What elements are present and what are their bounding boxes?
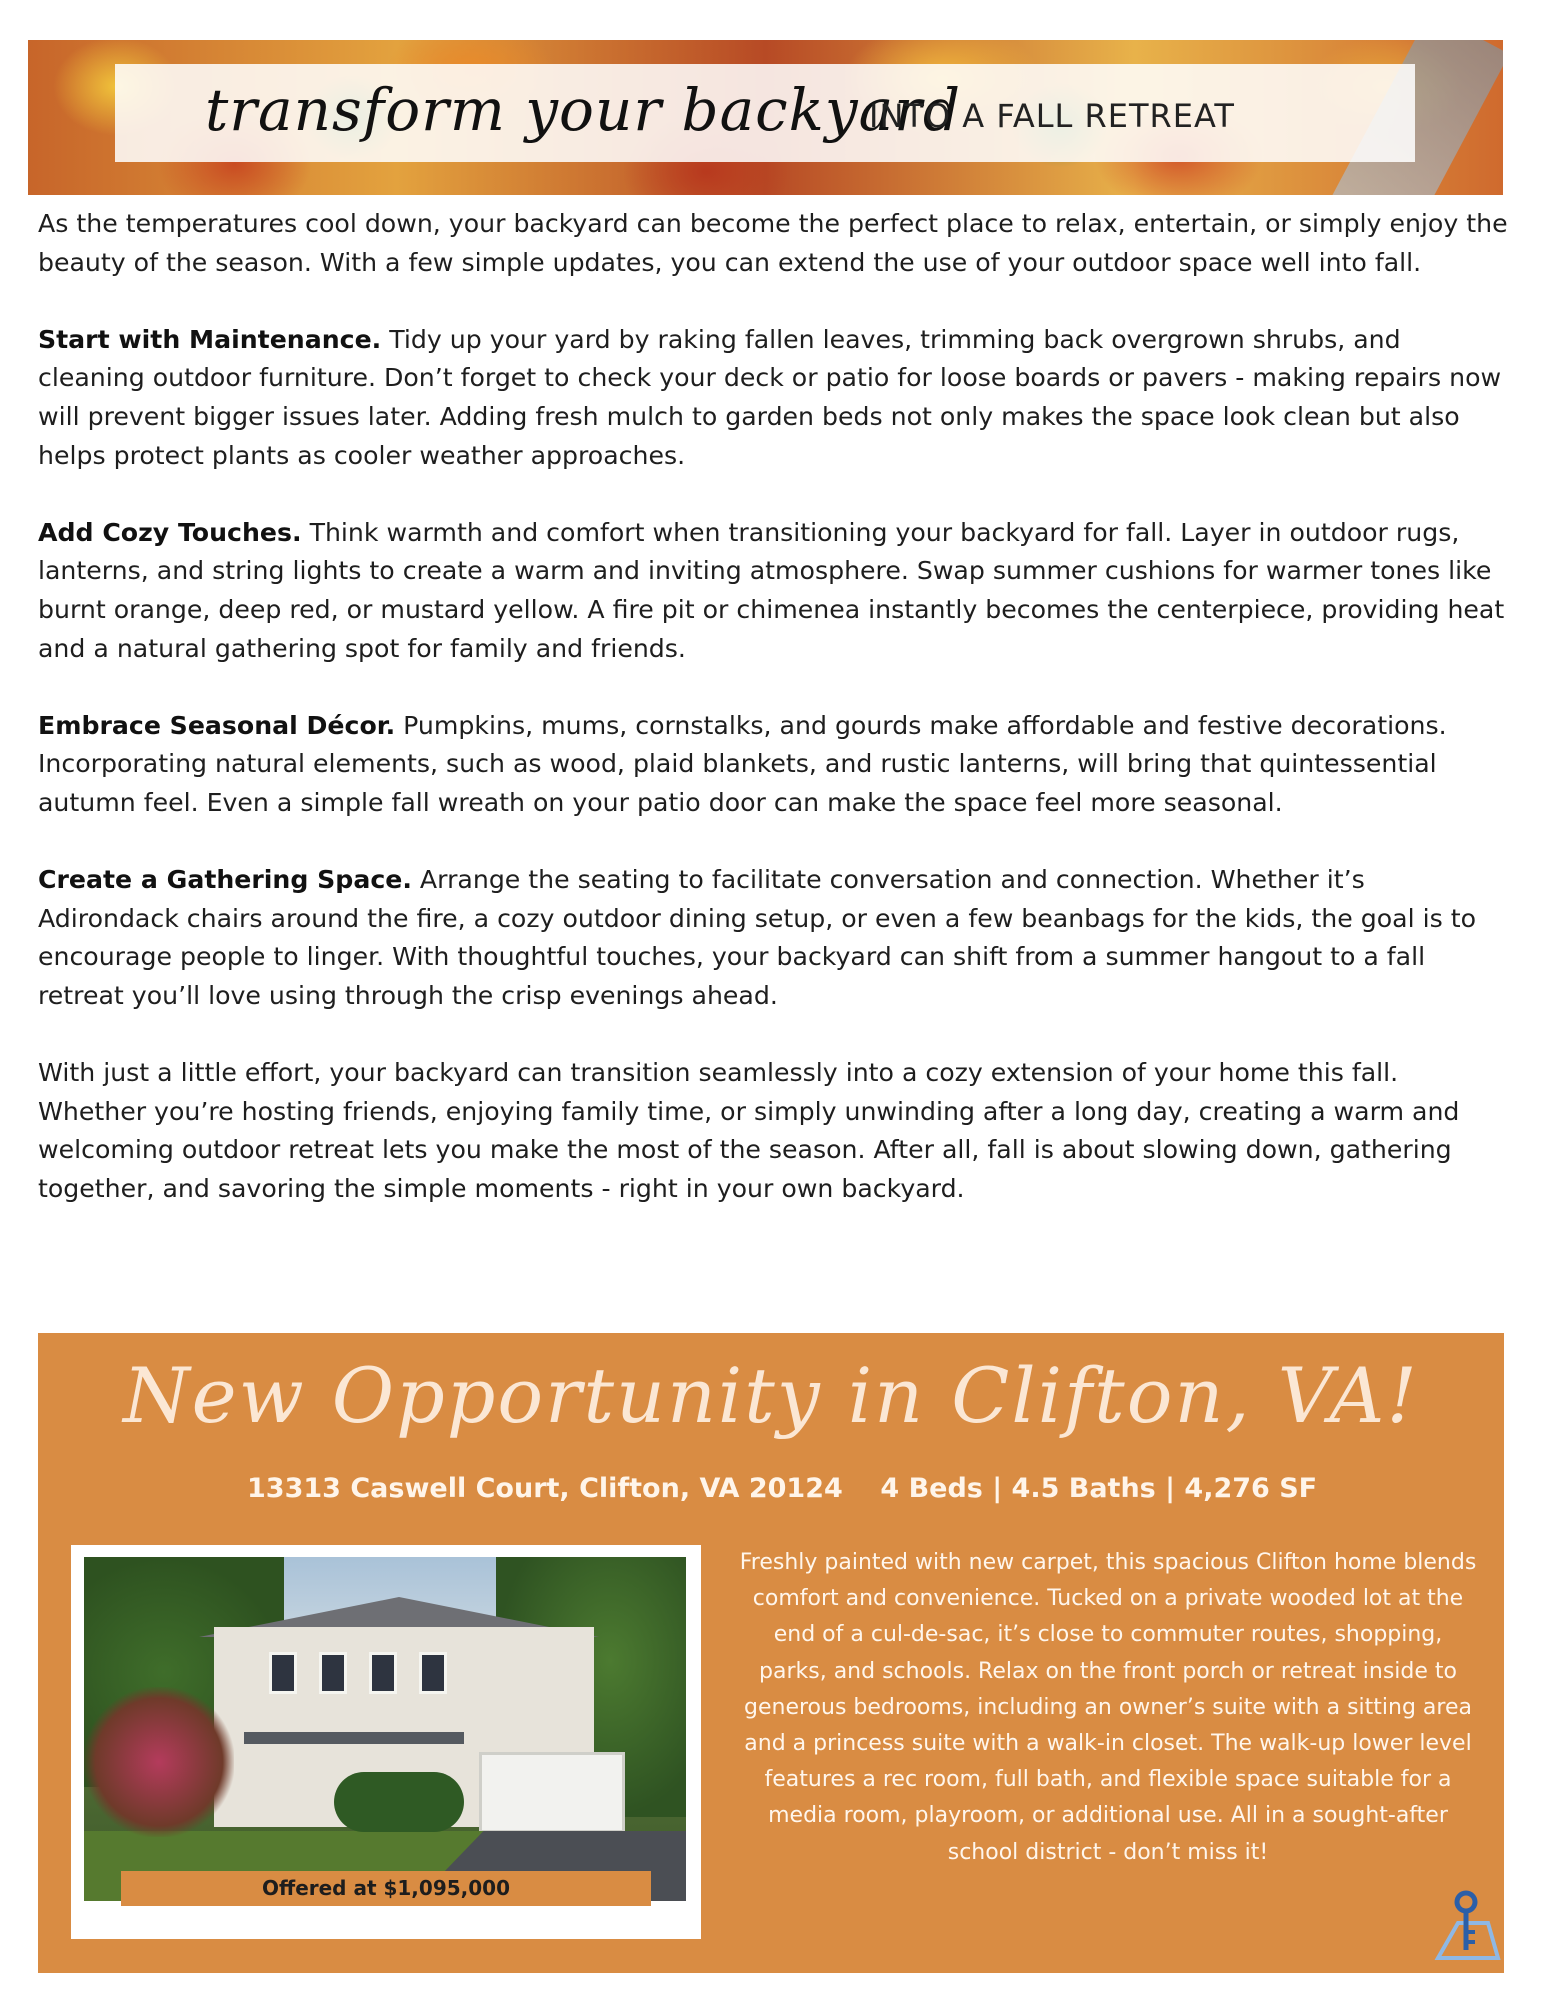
article-section [38, 707, 1513, 823]
listing-address: 13313 Caswell Court, Clifton, VA 20124 [247, 1473, 843, 1504]
house-porch-roof [244, 1732, 464, 1744]
house-photo-frame [71, 1545, 701, 1939]
listing-description: Freshly painted with new carpet, this spacious Clifton home blends comfort and convenience. Tucked on a private wooded lot at the end of a cul-de-sac, it’s close to commuter routes, shopping, parks, and schools. Relax on the front porch or retreat inside to generous bedrooms, including an owner’s suite with a sitting area and a princess suite with a walk-in closet. The walk-up lower level features a rec room, full bath, and flexible space suitable for a media room, playroom, or additional use. All in a sought-after school district - don’t miss it! [739, 1550, 1477, 1865]
section-body: Tidy up your yard by raking fallen leaves, trimming back overgrown shrubs, and cleaning outdoor furniture. Don’t forget to check your deck or patio for loose boards or pavers - making repairs now will prevent bigger issues later. Adding fresh mulch to garden beds not only makes the space look clean but also helps protect plants as cooler weather approaches. [38, 324, 1502, 470]
house-shrub [334, 1772, 464, 1832]
house-garage [479, 1752, 625, 1833]
article-body [38, 205, 1513, 1247]
listing-panel [38, 1333, 1504, 1973]
brokerage-key-logo-icon [1433, 1888, 1503, 1963]
section-heading: Create a Gathering Space. [38, 865, 412, 895]
section-heading: Add Cozy Touches. [38, 517, 302, 547]
section-body: Arrange the seating to facilitate conversation and connection. Whether it’s Adirondack chairs around the fire, a cozy outdoor dining setup, or even a few beanbags for the kids, the goal is to encourage people to linger. With thoughtful touches, your backyard can shift from a summer hangout to a fall retreat you’ll love using through the crisp evenings ahead. [38, 865, 1476, 1010]
listing-subheader [247, 1473, 1318, 1504]
banner-caps-title: INTO A FALL RETREAT [869, 97, 1235, 135]
article-section [38, 861, 1513, 1015]
house-window [319, 1652, 347, 1694]
section-body: Think warmth and comfort when transitioning your backyard for fall. Layer in outdoor rugs, lanterns, and string lights to create a warm and inviting atmosphere. Swap summer cushions for warmer tones like burnt orange, deep red, or mustard yellow. A fire pit or chimenea instantly becomes the centerpiece, providing heat and a natural gathering spot for family and friends. [38, 517, 1505, 663]
section-heading: Start with Maintenance. [38, 324, 382, 354]
section-body: Pumpkins, mums, cornstalks, and gourds make affordable and festive decorations. Incorporating natural elements, such as wood, plaid blankets, and rustic lanterns, will bring that quintessential autumn feel. Even a simple fall wreath on your patio door can make the space feel more seasonal. [38, 710, 1447, 817]
house-window [419, 1652, 447, 1694]
house-photo [84, 1557, 686, 1901]
listing-title: New Opportunity in Clifton, VA! [123, 1351, 1419, 1440]
article-section [38, 321, 1513, 475]
banner-script-title: transform your backyard [205, 76, 962, 144]
article-section [38, 514, 1513, 668]
banner-title-box [115, 64, 1415, 162]
section-heading: Embrace Seasonal Décor. [38, 710, 396, 740]
house-window [369, 1652, 397, 1694]
listing-specs: 4 Beds | 4.5 Baths | 4,276 SF [880, 1473, 1318, 1504]
header-banner [28, 40, 1503, 195]
article-closing: With just a little effort, your backyard can transition seamlessly into a cozy extension of your home this fall. Whether you’re hosting friends, enjoying family time, or simply unwinding after a long day, creating a warm and welcoming outdoor retreat lets you make the most of the season. After all, fall is about slowing down, gathering together, and savoring the simple moments - right in your own backyard. [38, 1058, 1460, 1203]
article-intro: As the temperatures cool down, your backyard can become the perfect place to relax, entertain, or simply enjoy the beauty of the season. With a few simple updates, you can extend the use of your outdoor space well into fall. [38, 209, 1508, 277]
crepe-myrtle-tree [84, 1687, 234, 1837]
house-window [269, 1652, 297, 1694]
listing-price: Offered at $1,095,000 [121, 1871, 651, 1906]
